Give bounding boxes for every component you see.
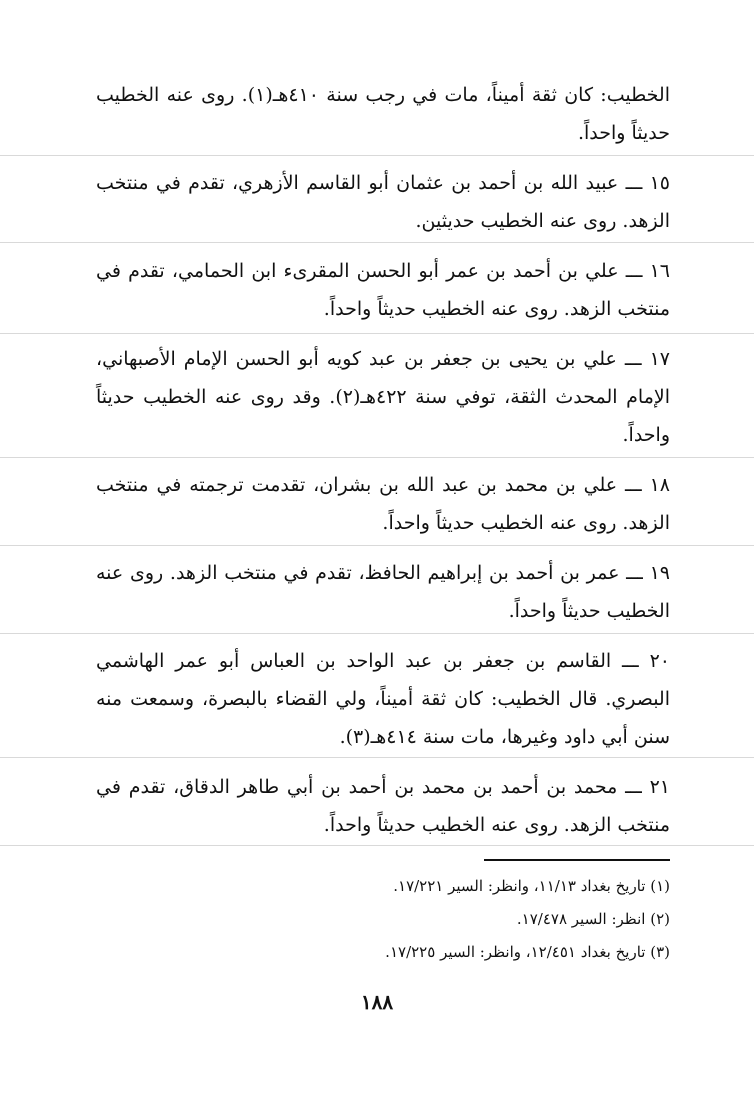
main-text: [96, 76, 670, 844]
entry-18: ١٨ ـــ علي بن محمد بن عبد الله بن بشران، تقدمت ترجمته في منتخب الزهد. روى عنه الخطيب حديثاً واحداً.: [96, 474, 670, 534]
footnote-2: (٢) انظر: السير ١٧/٤٧٨.: [516, 910, 670, 928]
footnote-1: (١) تاريخ بغداد ١١/١٣، وانظر: السير ١٧/٢٢١.: [393, 877, 670, 895]
footnote-separator: [484, 859, 670, 861]
entry-20: ٢٠ ـــ القاسم بن جعفر بن عبد الواحد بن العباس أبو عمر الهاشمي البصري. قال الخطيب: كان ثقة أميناً، ولي القضاء بالبصرة، وسمعت منه سنن أبي داود وغيرها، مات سنة ٤١٤هـ(٣).: [96, 650, 670, 748]
footnote-3: (٣) تاريخ بغداد ١٢/٤٥١، وانظر: السير ١٧/٢٢٥.: [385, 943, 670, 961]
entry-17: ١٧ ـــ علي بن يحيى بن جعفر بن عبد كويه أبو الحسن الإمام الأصبهاني، الإمام المحدث الثقة، توفي سنة ٤٢٢هـ(٢). وقد روى عنه الخطيب حديثاً واحداً.: [96, 348, 670, 446]
entry-continuation: الخطيب: كان ثقة أميناً، مات في رجب سنة ٤١٠هـ(١). روى عنه الخطيب حديثاً واحداً.: [96, 84, 670, 144]
entry-15: ١٥ ـــ عبيد الله بن أحمد بن عثمان أبو القاسم الأزهري، تقدم في منتخب الزهد. روى عنه الخطيب حديثين.: [96, 172, 670, 232]
footnotes: [110, 870, 670, 969]
entry-21: ٢١ ـــ محمد بن أحمد بن محمد بن أحمد بن أبي طاهر الدقاق، تقدم في منتخب الزهد. روى عنه الخطيب حديثاً واحداً.: [96, 776, 670, 836]
entry-19: ١٩ ـــ عمر بن أحمد بن إبراهيم الحافظ، تقدم في منتخب الزهد. روى عنه الخطيب حديثاً واحداً.: [96, 562, 670, 622]
entry-16: ١٦ ـــ علي بن أحمد بن عمر أبو الحسن المقرىء ابن الحمامي، تقدم في منتخب الزهد. روى عنه الخطيب حديثاً واحداً.: [96, 260, 670, 320]
entry-divider: [0, 845, 754, 846]
page-number: ١٨٨: [360, 990, 394, 1014]
